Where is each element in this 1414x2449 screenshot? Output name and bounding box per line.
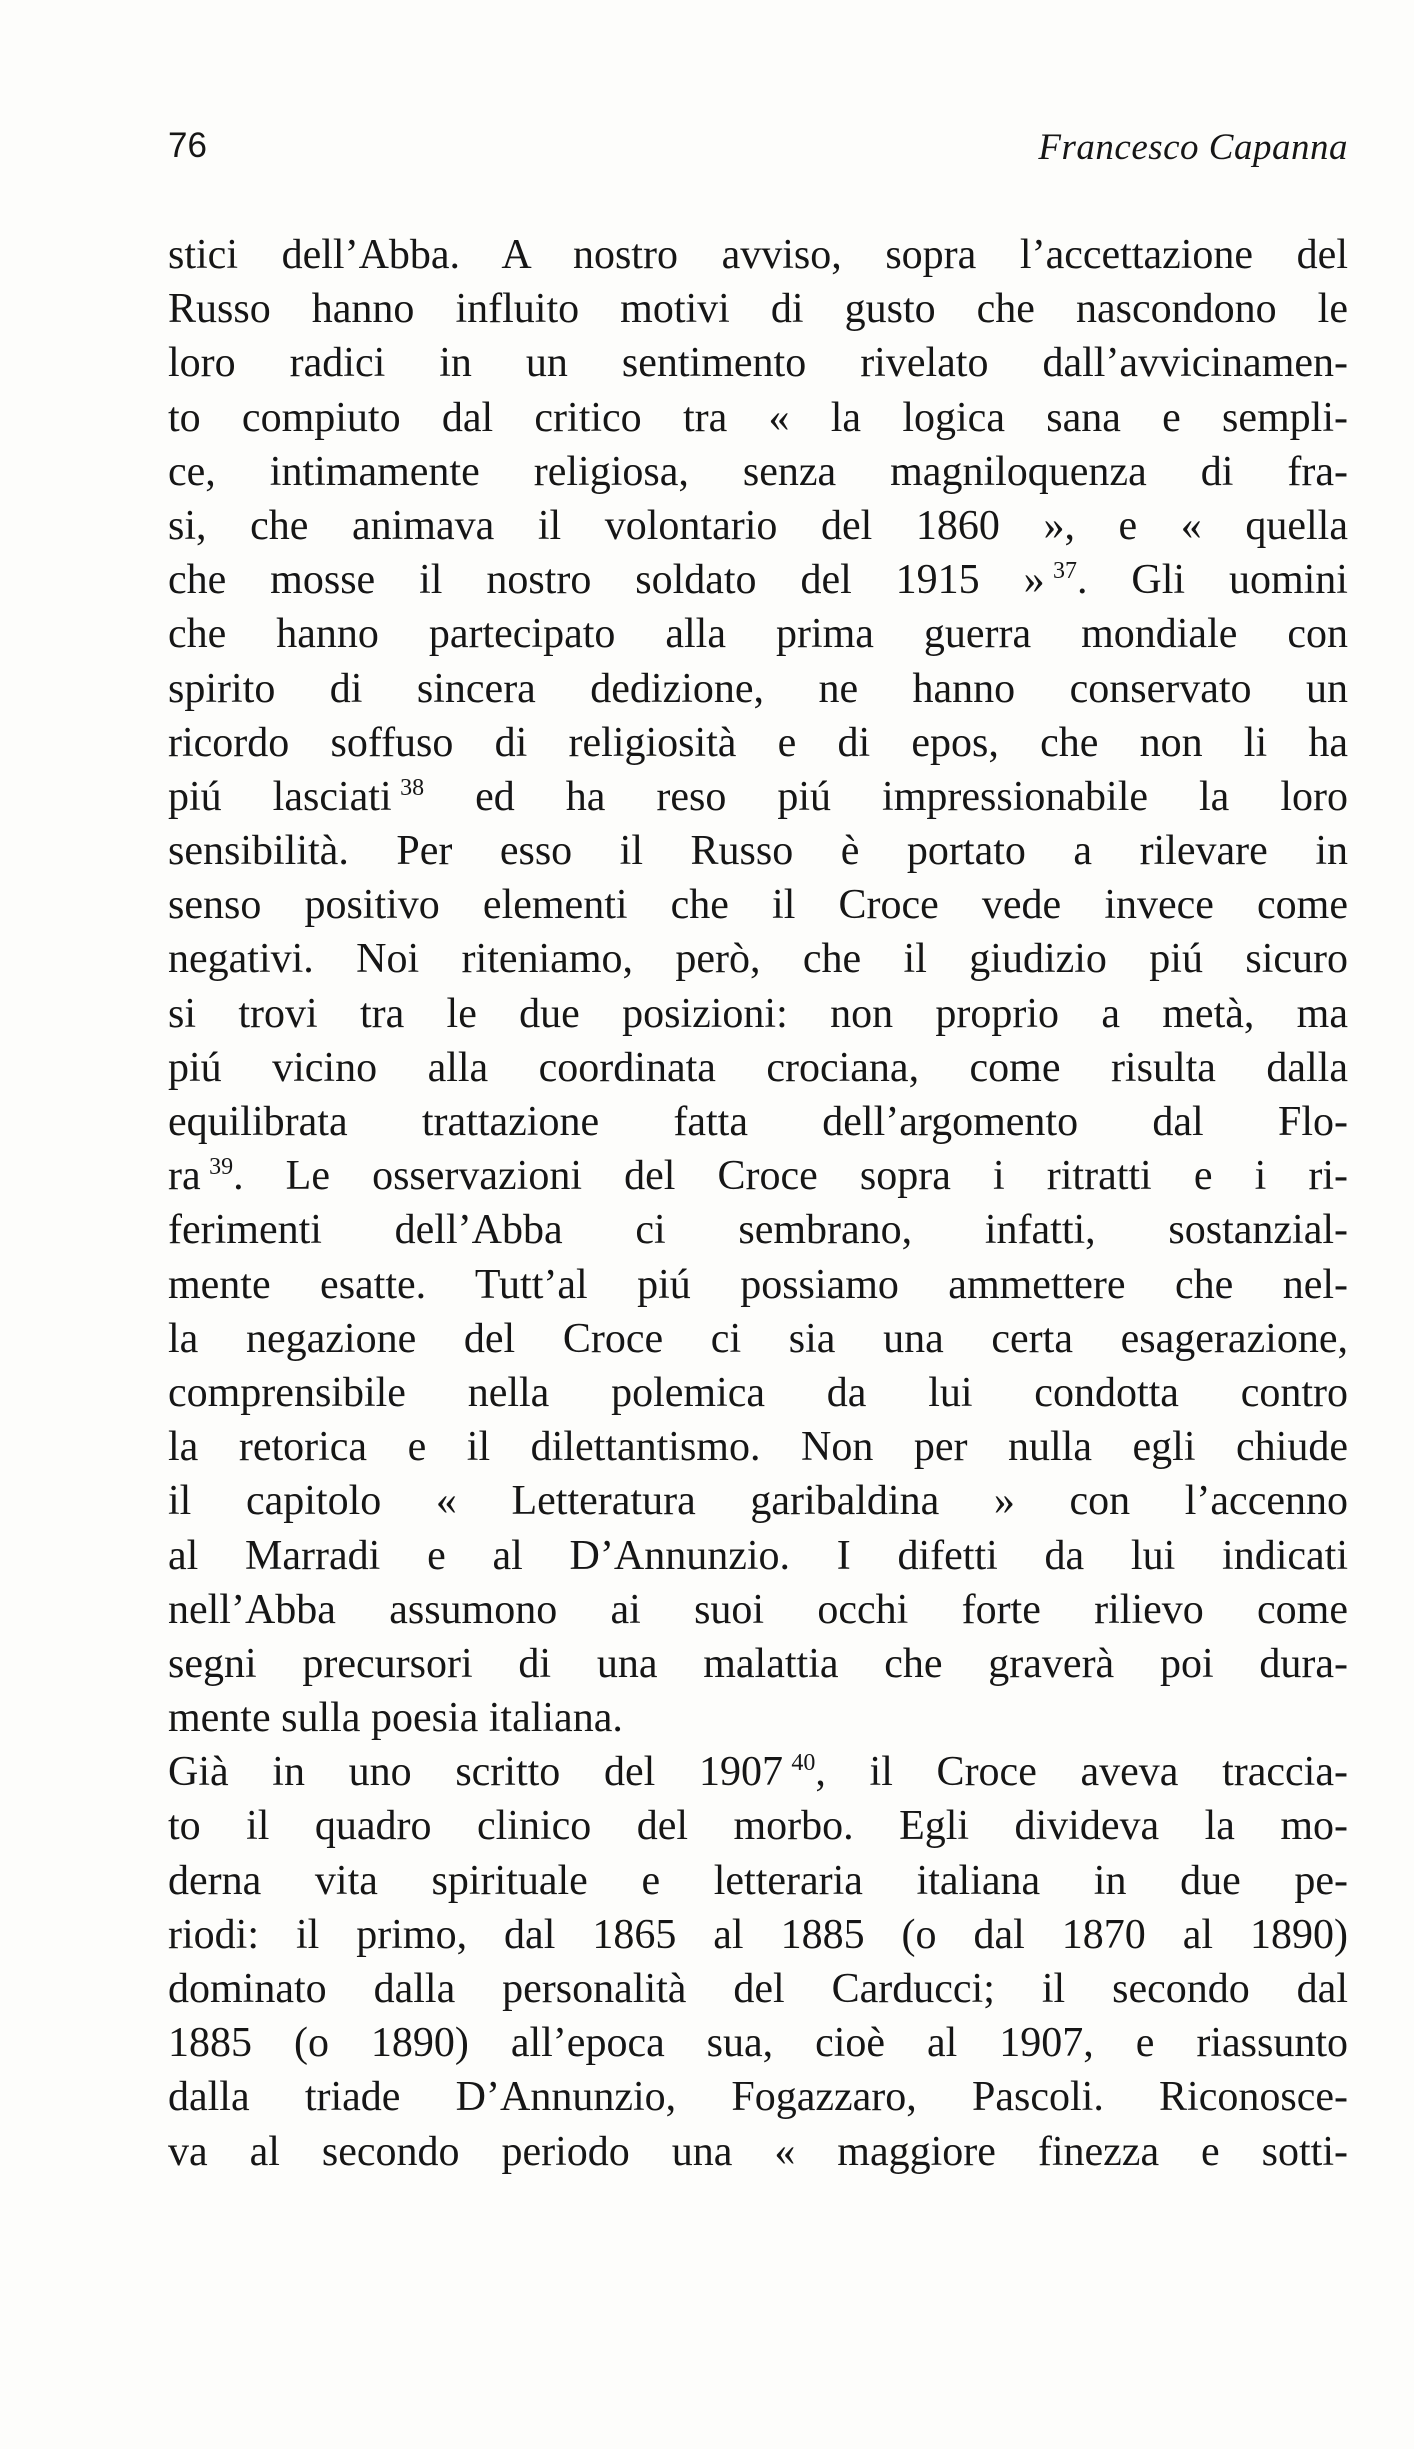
line-text: si trovi tra le due posizioni: non proprio a metà, ma bbox=[168, 990, 1348, 1037]
text-line bbox=[168, 2125, 1348, 2179]
line-text: ra bbox=[168, 1153, 201, 1200]
text-line bbox=[168, 499, 1348, 553]
line-text: 1885 (o 1890) all’epoca sua, cioè al 1907, e riassunto bbox=[168, 2020, 1348, 2067]
page-number: 76 bbox=[168, 126, 207, 165]
line-text-continued: . Gli uomini bbox=[1077, 557, 1348, 604]
line-text: to compiuto dal critico tra « la logica sana e sempli- bbox=[168, 394, 1348, 441]
line-text-continued: ed ha reso piú impressionabile la loro bbox=[424, 773, 1348, 820]
text-line bbox=[168, 1203, 1348, 1257]
line-text: la negazione del Croce ci sia una certa esagerazione, bbox=[168, 1315, 1348, 1362]
text-line bbox=[168, 1095, 1348, 1149]
footnote-marker: 37 bbox=[1053, 558, 1077, 585]
text-line bbox=[168, 662, 1348, 716]
text-line bbox=[168, 1420, 1348, 1474]
line-text: stici dell’Abba. A nostro avviso, sopra l’accettazione del bbox=[168, 232, 1348, 278]
line-text: senso positivo elementi che il Croce vede invece come bbox=[168, 882, 1348, 929]
line-text: Già in uno scritto del 1907 bbox=[168, 1749, 783, 1796]
line-text: Russo hanno influito motivi di gusto che nascondono le bbox=[168, 286, 1348, 333]
line-text-continued: , il Croce aveva traccia- bbox=[815, 1749, 1348, 1796]
line-text: va al secondo periodo una « maggiore finezza e sotti- bbox=[168, 2128, 1348, 2175]
text-line bbox=[168, 932, 1348, 986]
text-line bbox=[168, 228, 1348, 282]
line-text: la retorica e il dilettantismo. Non per nulla egli chiude bbox=[168, 1424, 1348, 1471]
text-line bbox=[168, 1366, 1348, 1420]
text-line bbox=[168, 770, 1348, 824]
text-line bbox=[168, 1691, 1348, 1745]
line-text: derna vita spirituale e letteraria italiana in due pe- bbox=[168, 1857, 1348, 1904]
line-text: mente sulla poesia italiana. bbox=[168, 1695, 623, 1742]
line-text: dalla triade D’Annunzio, Fogazzaro, Pascoli. Riconosce- bbox=[168, 2074, 1348, 2121]
line-text: nell’Abba assumono ai suoi occhi forte rilievo come bbox=[168, 1586, 1348, 1633]
footnote-marker: 39 bbox=[209, 1154, 234, 1181]
footnote-marker: 38 bbox=[400, 774, 425, 801]
body-text bbox=[168, 228, 1348, 2179]
text-line bbox=[168, 607, 1348, 661]
text-line bbox=[168, 445, 1348, 499]
text-line bbox=[168, 1149, 1348, 1203]
line-text: che hanno partecipato alla prima guerra mondiale con bbox=[168, 611, 1348, 658]
line-text: piú lasciati bbox=[168, 773, 392, 820]
line-text: to il quadro clinico del morbo. Egli divideva la mo- bbox=[168, 1803, 1348, 1850]
text-line bbox=[168, 716, 1348, 770]
line-text: sensibilità. Per esso il Russo è portato a rilevare in bbox=[168, 828, 1348, 875]
line-text: dominato dalla personalità del Carducci; il secondo dal bbox=[168, 1966, 1348, 2012]
text-line bbox=[168, 1474, 1348, 1528]
text-line bbox=[168, 2070, 1348, 2124]
text-line bbox=[168, 391, 1348, 445]
line-text: che mosse il nostro soldato del 1915 » bbox=[168, 557, 1045, 604]
line-text: ferimenti dell’Abba ci sembrano, infatti, sostanzial- bbox=[168, 1207, 1348, 1254]
running-head bbox=[168, 126, 1348, 176]
text-line bbox=[168, 336, 1348, 390]
line-text: piú vicino alla coordinata crociana, come risulta dalla bbox=[168, 1044, 1348, 1091]
text-line bbox=[168, 1962, 1348, 2016]
text-line bbox=[168, 282, 1348, 336]
text-line bbox=[168, 1312, 1348, 1366]
text-line bbox=[168, 824, 1348, 878]
text-line bbox=[168, 1637, 1348, 1691]
line-text: segni precursori di una malattia che graverà poi dura- bbox=[168, 1640, 1348, 1687]
line-text: riodi: il primo, dal 1865 al 1885 (o dal 1870 al 1890) bbox=[168, 1911, 1348, 1958]
line-text: equilibrata trattazione fatta dell’argomento dal Flo- bbox=[168, 1099, 1348, 1145]
line-text: il capitolo « Letteratura garibaldina » con l’accenno bbox=[168, 1478, 1348, 1525]
line-text: ricordo soffuso di religiosità e di epos, che non li ha bbox=[168, 719, 1348, 766]
line-text: comprensibile nella polemica da lui condotta contro bbox=[168, 1369, 1348, 1416]
line-text: spirito di sincera dedizione, ne hanno conservato un bbox=[168, 665, 1348, 712]
text-line bbox=[168, 553, 1348, 607]
line-text: mente esatte. Tutt’al piú possiamo ammettere che nel- bbox=[168, 1261, 1348, 1308]
text-line bbox=[168, 1583, 1348, 1637]
text-line bbox=[168, 1041, 1348, 1095]
line-text-continued: . Le osservazioni del Croce sopra i ritratti e i ri- bbox=[233, 1153, 1348, 1200]
text-line bbox=[168, 1529, 1348, 1583]
text-line bbox=[168, 2016, 1348, 2070]
running-head-author: Francesco Capanna bbox=[1038, 127, 1348, 168]
footnote-marker: 40 bbox=[791, 1750, 816, 1777]
text-line bbox=[168, 1258, 1348, 1312]
text-line bbox=[168, 987, 1348, 1041]
line-text: al Marradi e al D’Annunzio. I difetti da lui indicati bbox=[168, 1532, 1348, 1579]
text-line bbox=[168, 1854, 1348, 1908]
line-text: negativi. Noi riteniamo, però, che il giudizio piú sicuro bbox=[168, 936, 1348, 983]
text-line bbox=[168, 1745, 1348, 1799]
text-line bbox=[168, 1908, 1348, 1962]
line-text: loro radici in un sentimento rivelato dall’avvicinamen- bbox=[168, 340, 1348, 387]
line-text: si, che animava il volontario del 1860 », e « quella bbox=[168, 502, 1348, 549]
line-text: ce, intimamente religiosa, senza magniloquenza di fra- bbox=[168, 448, 1348, 495]
text-line bbox=[168, 878, 1348, 932]
text-line bbox=[168, 1799, 1348, 1853]
